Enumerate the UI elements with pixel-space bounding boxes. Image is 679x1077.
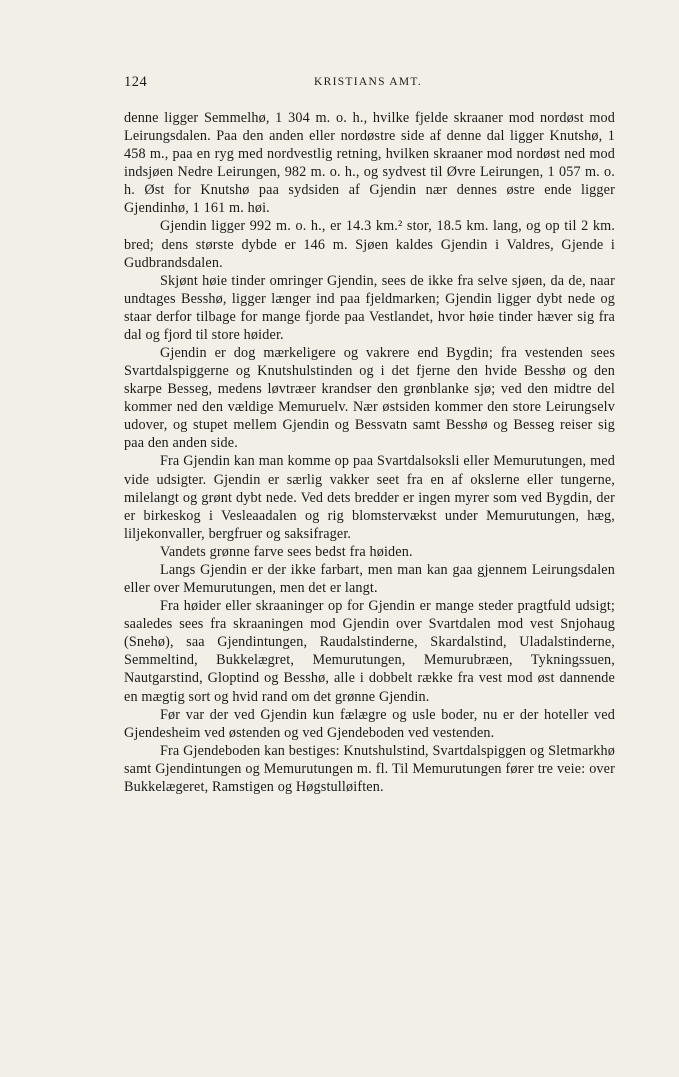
paragraph: Skjønt høie tinder omringer Gjendin, sees de ikke fra selve sjøen, da de, naar undtages Besshø, ligger længer ind paa fjeldmarken; Gjendin ligger dybt nede og staar derfor tilbage for mange fjorde paa Vestlandet, hvor høie tinder hæver sig fra dal og fjord til store høider. <box>124 272 615 343</box>
running-title: KRISTIANS AMT. <box>314 76 423 88</box>
paragraph: Før var der ved Gjendin kun fælægre og usle boder, nu er der hoteller ved Gjendesheim ved østenden og ved Gjendeboden ved vestenden. <box>124 706 615 741</box>
paragraph: Fra høider eller skraaninger op for Gjendin er mange steder pragtfuld udsigt; saaledes sees fra skraaningen mod Gjendin over Svartdalen mod vest Snjohaug (Snehø), saa Gjendintungen, Raudalstinderne, Skardalstind, Uladalstinderne, Semmeltind, Bukkelægret, Memurutungen, Memurubræen, Tykningssuen, Nautgarstind, Gloptind og Besshø, alle i dobbelt række fra vest mod øst dannende en mægtig sort og hvid rand om det grønne Gjendin. <box>124 598 615 705</box>
paragraph: Vandets grønne farve sees bedst fra høiden. <box>160 543 413 560</box>
body-text <box>124 109 615 796</box>
paragraph: Gjendin er dog mærkeligere og vakrere end Bygdin; fra vestenden sees Svartdalspiggerne og Knutshulstinden og i det fjerne den hvide Besshø og den skarpe Besseg, medens løvtræer krandser den grønblanke sjø; ved den midtre del kommer ned den vældige Memuruelv. Nær østsiden kommer den store Leirungselv udover, og stupet mellem Gjendin og Bessvatn samt Besshø og Besseg reiser sig paa den anden side. <box>124 345 615 452</box>
page-number: 124 <box>124 74 148 90</box>
page-header <box>124 74 615 94</box>
paragraph: Fra Gjendeboden kan bestiges: Knutshulstind, Svartdalspiggen og Sletmarkhø samt Gjendintungen og Memurutungen m. fl. Til Memurutungen fører tre veie: over Bukkelægeret, Ramstigen og Høgstulløiften. <box>124 742 615 795</box>
paragraph: Langs Gjendin er der ikke farbart, men man kan gaa gjennem Leirungsdalen eller over Memurutungen, men det er langt. <box>124 561 615 597</box>
paragraph: denne ligger Semmelhø, 1 304 m. o. h., hvilke fjelde skraaner mod nordøst mod Leirungsdalen. Paa den anden eller nordøstre side af denne dal ligger Knutshø, 1 458 m., paa en ryg med nordvestlig retning, hvilken skraaner mod nordøst ned mod indsjøen Nedre Leirungen, 982 m. o. h., og sydvest til Øvre Leirungen, 1 057 m. o. h. Øst for Knutshø paa sydsiden af Gjendin nær dennes østre ende ligger Gjendinhø, 1 161 m. høi. <box>124 110 615 217</box>
paragraph: Gjendin ligger 992 m. o. h., er 14.3 km.² stor, 18.5 km. lang, og op til 2 km. bred; dens største dybde er 146 m. Sjøen kaldes Gjendin i Valdres, Gjende i Gudbrandsdalen. <box>124 218 615 271</box>
paragraph: Fra Gjendin kan man komme op paa Svartdalsoksli eller Memurutungen, med vide udsigter. Gjendin er særlig vakker seet fra en af okslerne eller tungerne, milelangt og grønt dybt nede. Ved dets bredder er ingen myrer som ved Bygdin, der er birkeskog i Vesleaadalen og rig blomstervækst under Memurutungen, hæg, liljekonvaller, bergfruer og saksifrager. <box>124 453 615 542</box>
